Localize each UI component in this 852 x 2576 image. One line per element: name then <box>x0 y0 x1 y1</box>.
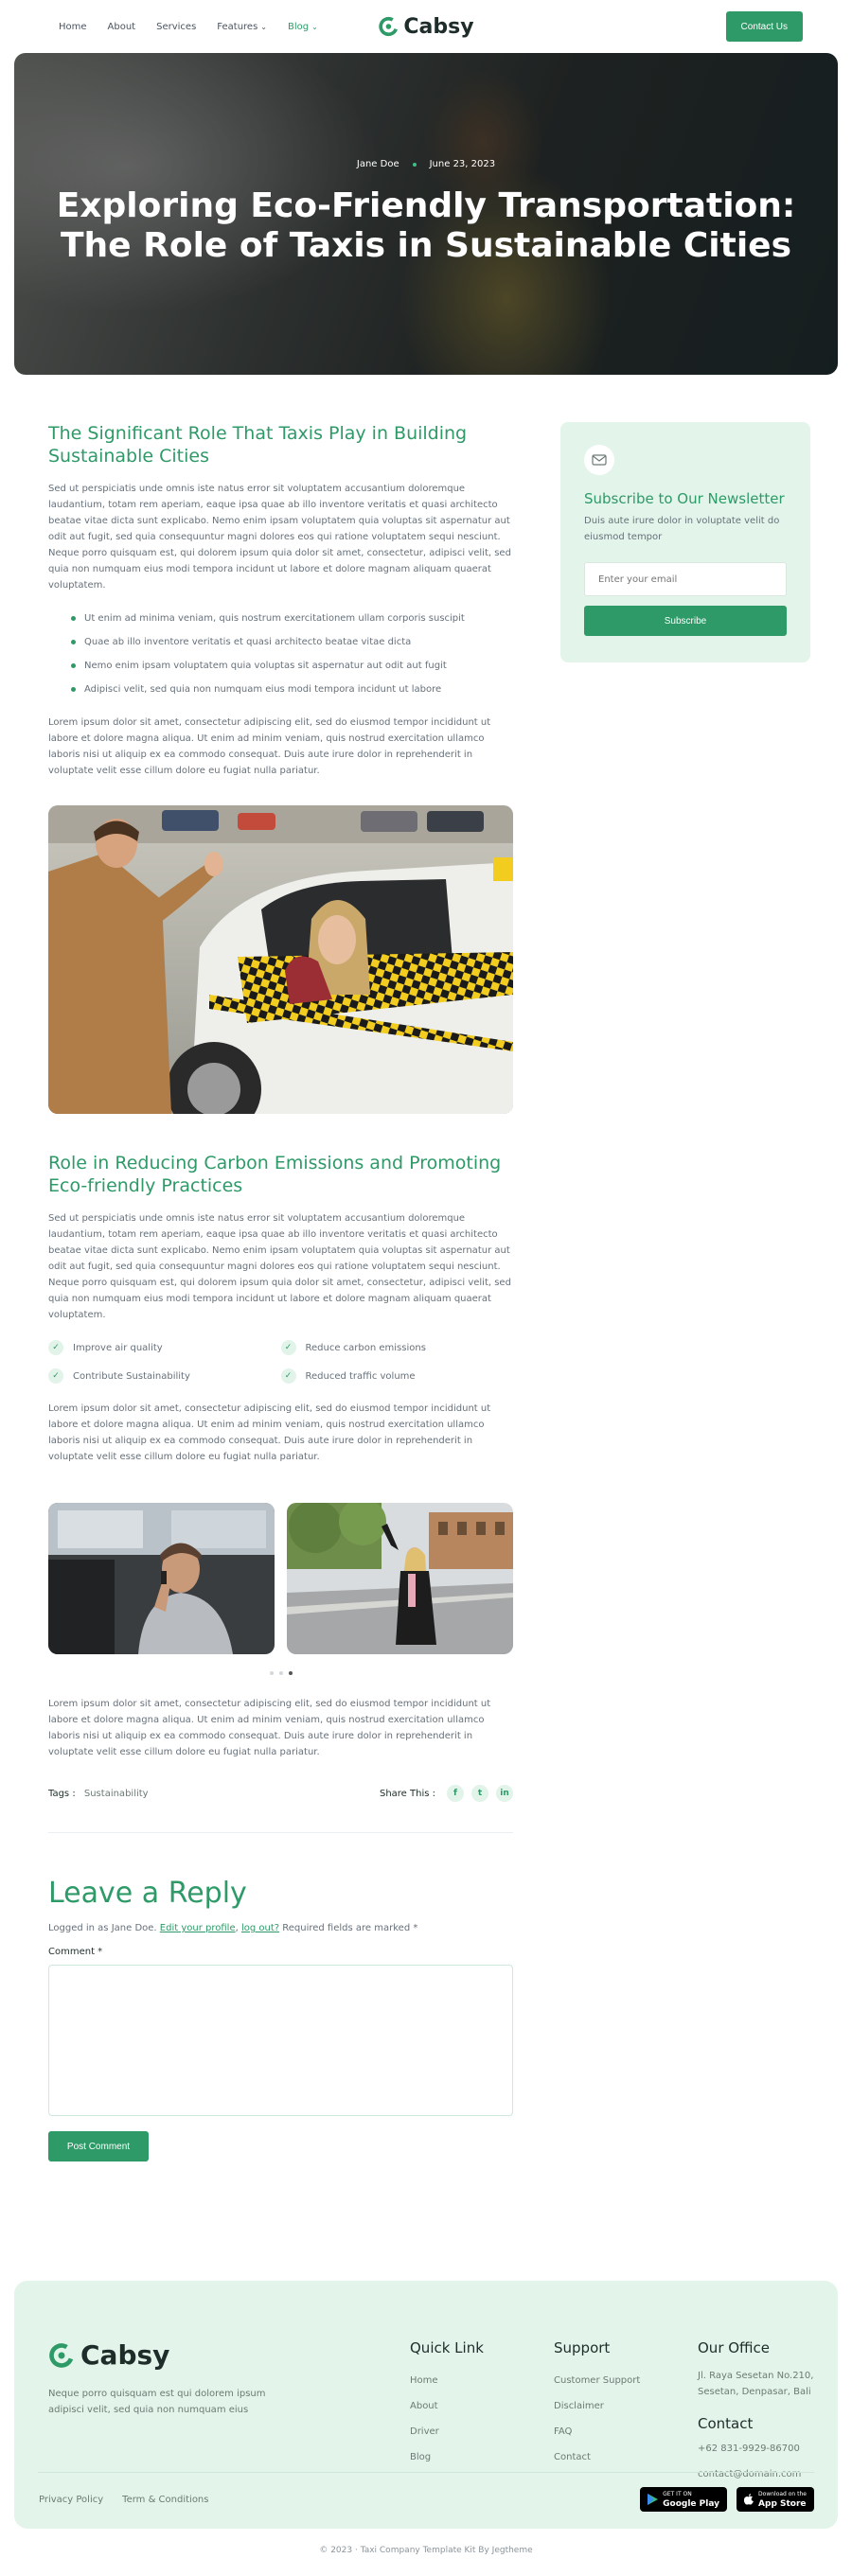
footer-support <box>554 2339 640 2470</box>
section2-heading: Role in Reducing Carbon Emissions and Promoting Eco-friendly Practices <box>48 1153 502 1196</box>
nav-blog-label: Blog <box>287 21 310 32</box>
benefit-checklist <box>48 1340 513 1384</box>
privacy-policy-link[interactable]: Privacy Policy <box>39 2495 104 2505</box>
gallery-photo-street <box>287 1503 513 1654</box>
logged-in-note: Logged in as Jane Doe. Edit your profile, log out? Required fields are marked * <box>48 1923 418 1933</box>
google-play-big: Google Play <box>663 2499 720 2509</box>
app-store-big: App Store <box>758 2499 807 2509</box>
tags <box>48 1789 149 1799</box>
passenger-illustration <box>48 1503 275 1654</box>
hero-content <box>14 159 838 266</box>
footer-desc: Neque porro quisquam est qui dolorem ipsum adipisci velit, sed quia non numquam eius <box>48 2389 266 2415</box>
footer-logo-text: Cabsy <box>80 2339 170 2371</box>
post-title-line1: Exploring Eco-Friendly Transportation: <box>56 186 796 225</box>
footer-link-about[interactable]: About <box>410 2401 438 2411</box>
list-item: Ut enim ad minima veniam, quis nostrum exercitationem ullam corporis suscipit <box>71 607 513 630</box>
contact-phone[interactable]: +62 831-9929-86700 <box>698 2444 800 2454</box>
reply-form <box>48 1877 513 2161</box>
logo[interactable] <box>378 15 473 39</box>
tags-share-bar <box>48 1760 513 1833</box>
check-icon: ✓ <box>48 1340 63 1355</box>
check-icon: ✓ <box>281 1340 296 1355</box>
linkedin-icon[interactable]: in <box>496 1785 513 1802</box>
footer-divider <box>38 2472 814 2473</box>
office-address: Jl. Raya Sesetan No.210, Sesetan, Denpasar, Bali <box>698 2371 814 2397</box>
contact-us-button[interactable]: Contact Us <box>726 11 803 42</box>
share-buttons <box>380 1785 513 1802</box>
facebook-icon[interactable]: f <box>447 1785 464 1802</box>
nav-blog[interactable] <box>288 22 318 32</box>
nav-features[interactable] <box>217 22 267 32</box>
footer-link-driver[interactable]: Driver <box>410 2426 439 2437</box>
google-play-small: GET IT ON <box>663 2491 692 2497</box>
contact-title: Contact <box>698 2415 754 2432</box>
google-play-icon <box>648 2494 658 2505</box>
nav-about[interactable]: About <box>107 21 136 32</box>
article <box>48 422 513 2161</box>
logo-text: Cabsy <box>403 14 474 39</box>
newsletter-desc: Duis aute irure dolor in voluptate velit do eiusmod tempor <box>584 516 780 542</box>
footer-link-home[interactable]: Home <box>410 2375 438 2386</box>
nav-features-label: Features <box>217 21 258 32</box>
checklist-item <box>281 1340 514 1355</box>
app-store-text <box>758 2490 807 2509</box>
comment-label: Comment * <box>48 1947 103 1957</box>
chevron-down-icon: ⌄ <box>260 22 267 31</box>
quick-link-title: Quick Link <box>410 2339 484 2356</box>
content-layout <box>0 375 852 2161</box>
footer-brand <box>48 2339 275 2418</box>
reply-heading: Leave a Reply <box>48 1877 247 1910</box>
check-icon: ✓ <box>281 1368 296 1384</box>
subscribe-button[interactable]: Subscribe <box>584 606 787 636</box>
footer-office <box>698 2339 816 2487</box>
section1-paragraph-2: Lorem ipsum dolor sit amet, consectetur adipiscing elit, sed do eiusmod tempor incididunt ut labore et dolore magna aliqua. Ut enim ad minim veniam, quis nostrud exercitation ullamco laboris nisi ut aliquip ex ea commodo consequat. Duis aute irure dolor in reprehenderit in voluptate velit esse cillum dolore eu fugiat nulla pariatur. <box>48 717 491 776</box>
checklist-label: Contribute Sustainability <box>73 1370 190 1382</box>
tag-link[interactable]: Sustainability <box>83 1788 149 1799</box>
tags-label: Tags : <box>48 1788 76 1799</box>
image-gallery[interactable] <box>48 1503 513 1654</box>
app-store-badges <box>640 2487 814 2512</box>
app-store-small: Download on the <box>758 2491 807 2497</box>
checklist-item <box>48 1368 281 1384</box>
checklist-item <box>281 1368 514 1384</box>
twitter-icon[interactable]: t <box>471 1785 488 1802</box>
footer-link-faq[interactable]: FAQ <box>554 2426 573 2437</box>
gallery-photo-passenger <box>48 1503 275 1654</box>
list-item: Nemo enim ipsam voluptatem quia voluptas sit aspernatur aut odit aut fugit <box>71 654 513 678</box>
separator-dot <box>413 163 417 167</box>
edit-profile-link[interactable]: Edit your profile <box>159 1923 236 1933</box>
required-note: Required fields are marked * <box>282 1923 418 1933</box>
section1-paragraph: Sed ut perspiciatis unde omnis iste natus error sit voluptatem accusantium doloremque laudantium, totam rem aperiam, eaque ipsa quae ab illo inventore veritatis et quasi architecto beatae vitae dicta sunt explicabo. Nemo enim ipsam voluptatem quia voluptas sit aspernatur aut odit aut fugit, sed quia consequuntur magni dolores eos qui ratione voluptatem sequi nesciunt. Neque porro quisquam est, qui dolorem ipsum quia dolor sit amet, consectetur, adipisci velit, sed quia non numquam eius modi tempora incidunt ut labore et dolore magnam aliquam quaerat voluptatem. <box>48 484 511 591</box>
google-play-badge[interactable] <box>640 2487 727 2512</box>
checklist-label: Improve air quality <box>73 1342 163 1353</box>
footer-logo[interactable] <box>48 2339 275 2371</box>
post-date: June 23, 2023 <box>429 159 496 169</box>
check-icon: ✓ <box>48 1368 63 1384</box>
app-store-badge[interactable] <box>737 2487 814 2512</box>
checklist-item <box>48 1340 281 1355</box>
comment-textarea[interactable] <box>48 1965 513 2116</box>
section1-heading: The Significant Role That Taxis Play in Building Sustainable Cities <box>48 423 468 467</box>
support-title: Support <box>554 2339 611 2356</box>
logout-link[interactable]: log out? <box>240 1923 280 1933</box>
gallery-pagination <box>48 1671 513 1675</box>
share-label: Share This : <box>379 1788 435 1799</box>
google-play-text <box>663 2490 719 2509</box>
newsletter-title: Subscribe to Our Newsletter <box>584 490 785 507</box>
checklist-label: Reduce carbon emissions <box>305 1342 426 1353</box>
checklist-label: Reduced traffic volume <box>305 1370 416 1382</box>
contact-email[interactable]: contact@domain.com <box>698 2469 802 2479</box>
post-comment-button[interactable]: Post Comment <box>48 2131 149 2161</box>
hero-banner <box>14 53 838 375</box>
logo-icon <box>378 16 399 37</box>
nav-services[interactable]: Services <box>156 21 197 32</box>
taxi-photo <box>48 805 513 1114</box>
footer-link-disclaimer[interactable]: Disclaimer <box>554 2401 604 2411</box>
pagination-dot-active[interactable] <box>289 1671 293 1675</box>
section2-paragraph-3: Lorem ipsum dolor sit amet, consectetur adipiscing elit, sed do eiusmod tempor incididunt ut labore et dolore magna aliqua. Ut enim ad minim veniam, quis nostrud exercitation ullamco laboris nisi ut aliquip ex ea commodo consequat. Duis aute irure dolor in reprehenderit in voluptate velit esse cillum dolore eu fugiat nulla pariatur. <box>48 1699 491 1757</box>
chevron-down-icon: ⌄ <box>311 22 318 31</box>
sidebar <box>560 422 810 2161</box>
post-title <box>14 186 838 266</box>
list-item: Quae ab illo inventore veritatis et quasi architecto beatae vitae dicta <box>71 630 513 654</box>
nav-home[interactable]: Home <box>59 21 87 32</box>
taxi-photo-illustration <box>48 805 513 1114</box>
footer-bottom-links <box>39 2495 208 2505</box>
bullet-list <box>71 607 513 701</box>
post-author[interactable]: Jane Doe <box>356 159 399 169</box>
copyright: © 2023 · Taxi Company Template Kit By Jegtheme <box>319 2546 533 2555</box>
footer-link-contact[interactable]: Contact <box>554 2452 591 2462</box>
nav-links <box>59 22 318 32</box>
logo-icon <box>48 2342 75 2369</box>
section2-paragraph: Sed ut perspiciatis unde omnis iste natus error sit voluptatem accusantium doloremque laudantium, totam rem aperiam, eaque ipsa quae ab illo inventore veritatis et quasi architecto beatae vitae dicta sunt explicabo. Nemo enim ipsam voluptatem quia voluptas sit aspernatur aut odit aut fugit, sed quia consequuntur magni dolores eos qui ratione voluptatem sequi nesciunt. Neque porro quisquam est, qui dolorem ipsum quia dolor sit amet, consectetur, adipisci velit, sed quia non numquam eius modi tempora incidunt ut labore et dolore magnam aliquam quaerat voluptatem. <box>48 1213 511 1320</box>
footer <box>14 2281 838 2529</box>
list-item: Adipisci velit, sed quia non numquam eius modi tempora incidunt ut labore <box>71 678 513 701</box>
footer-link-customer-support[interactable]: Customer Support <box>554 2375 641 2386</box>
post-title-line2: The Role of Taxis in Sustainable Cities <box>61 226 791 265</box>
footer-link-blog[interactable]: Blog <box>410 2452 432 2462</box>
mail-icon <box>584 445 614 475</box>
office-title: Our Office <box>698 2339 771 2356</box>
top-nav <box>0 0 852 53</box>
pagination-dot[interactable] <box>270 1671 274 1675</box>
street-illustration <box>287 1503 513 1654</box>
section2-paragraph-2: Lorem ipsum dolor sit amet, consectetur adipiscing elit, sed do eiusmod tempor incididunt ut labore et dolore magna aliqua. Ut enim ad minim veniam, quis nostrud exercitation ullamco laboris nisi ut aliquip ex ea commodo consequat. Duis aute irure dolor in reprehenderit in voluptate velit esse cillum dolore eu fugiat nulla pariatur. <box>48 1403 491 1462</box>
terms-link[interactable]: Term & Conditions <box>122 2495 209 2505</box>
logged-in-text: Logged in as Jane Doe. <box>48 1923 157 1933</box>
apple-icon <box>744 2494 754 2505</box>
pagination-dot[interactable] <box>279 1671 283 1675</box>
post-meta <box>14 159 838 169</box>
footer-quick-links <box>410 2339 484 2470</box>
newsletter-email-input[interactable] <box>584 562 787 596</box>
newsletter-widget <box>560 422 810 662</box>
